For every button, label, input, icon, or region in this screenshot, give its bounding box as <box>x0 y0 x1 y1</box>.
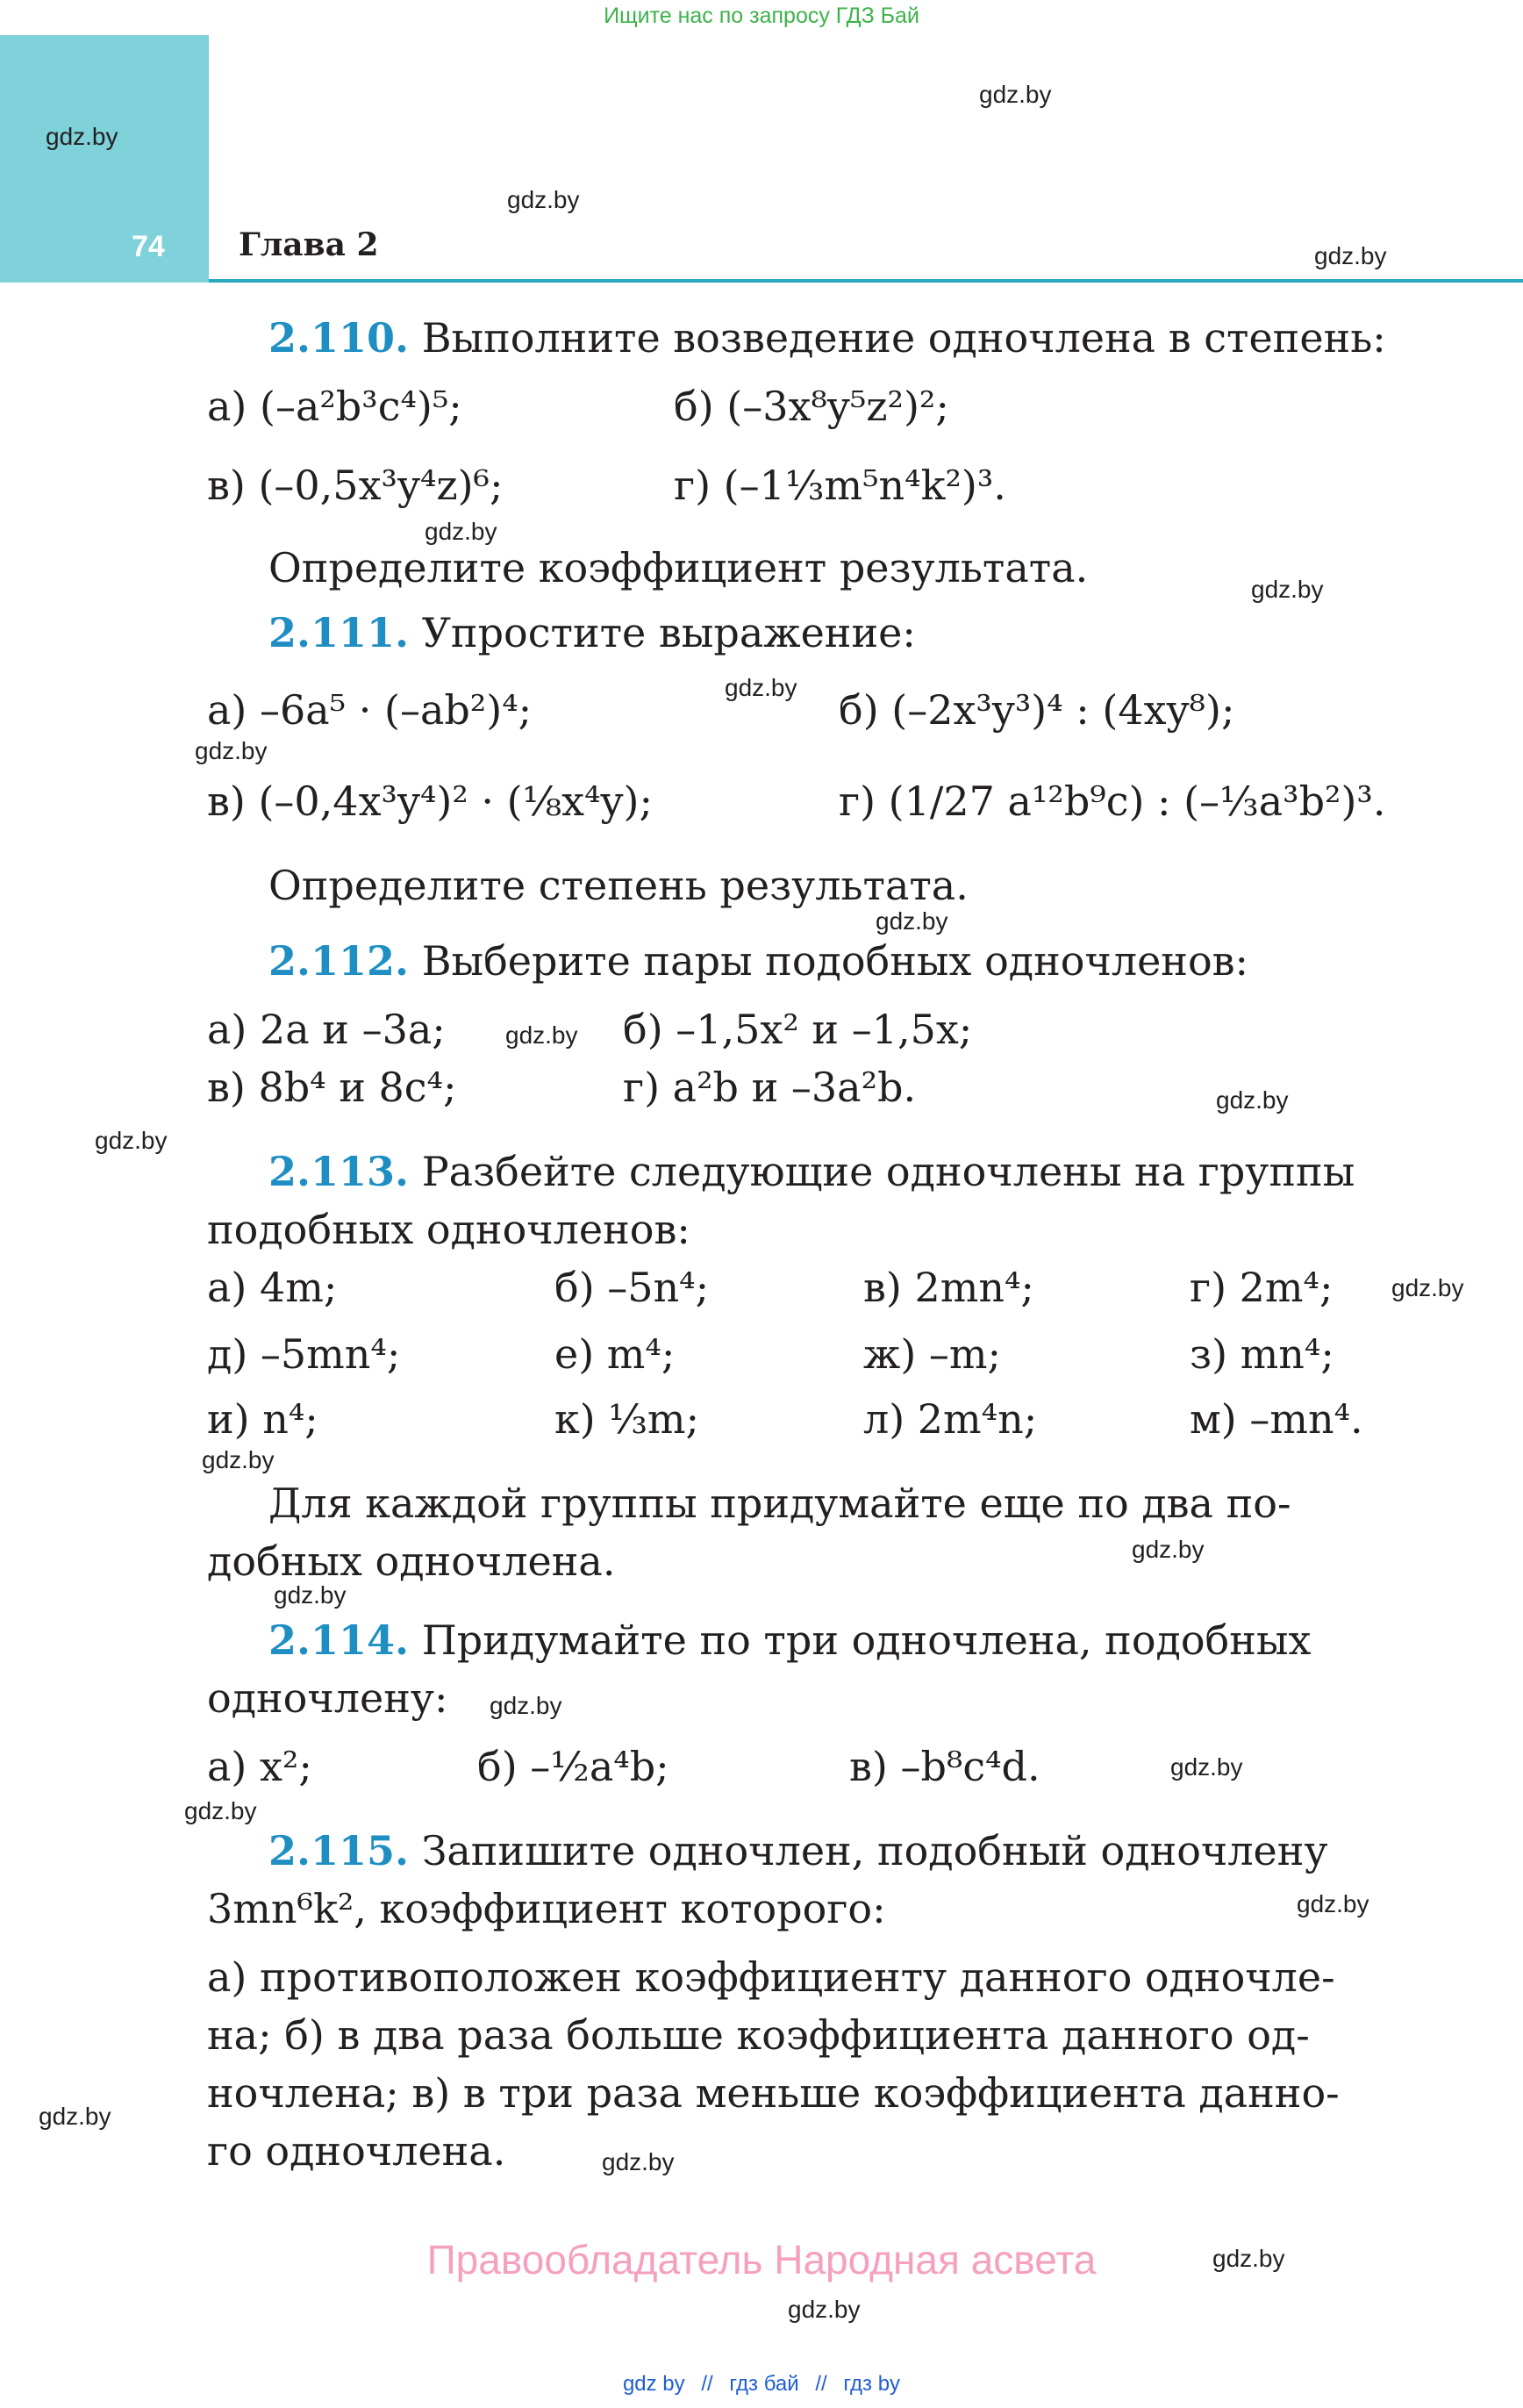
watermark: gdz.by <box>788 2296 861 2323</box>
problem-2-113-item: д) –5mn⁴; <box>207 1330 401 1378</box>
problem-2-113-heading <box>268 1148 1355 1195</box>
problem-2-110-item-b: б) (–3x⁸y⁵z²)²; <box>674 383 949 430</box>
problem-2-113-note: Для каждой группы придумайте еще по два по- <box>268 1480 1291 1527</box>
problem-2-113-item: ж) –m; <box>863 1330 1002 1378</box>
footer-separator: // <box>815 2372 827 2396</box>
problem-2-113-item: и) n⁴; <box>207 1395 318 1443</box>
watermark: gdz.by <box>1391 1274 1464 1301</box>
problem-2-113-item: б) –5n⁴; <box>554 1264 710 1311</box>
problem-2-114-title-cont: одночлену: <box>207 1674 448 1722</box>
problem-2-115-body: ночлена; в) в три раза меньше коэффициента данно- <box>207 2069 1340 2117</box>
watermark: gdz.by <box>1216 1086 1289 1114</box>
watermark: gdz.by <box>95 1127 168 1154</box>
problem-2-114-item-v: в) –b⁸c⁴d. <box>849 1743 1040 1790</box>
watermark: gdz.by <box>1297 1890 1369 1917</box>
problem-2-114-item-b: б) –½a⁴b; <box>477 1743 669 1790</box>
top-banner: Ищите нас по запросу ГДЗ Бай <box>604 4 919 28</box>
problem-2-113-item: г) 2m⁴; <box>1190 1264 1334 1311</box>
watermark: gdz.by <box>39 2103 111 2130</box>
problem-2-115-body: а) противоположен коэффициенту данного одночле- <box>207 1953 1335 2001</box>
problem-2-115-body: на; б) в два раза больше коэффициента данного од- <box>207 2011 1310 2059</box>
problem-2-113-item: в) 2mn⁴; <box>863 1264 1034 1311</box>
problem-title: Запишите одночлен, подобный одночлену <box>421 1827 1328 1874</box>
problem-2-110-item-v: в) (–0,5x³y⁴z)⁶; <box>207 462 504 509</box>
problem-2-113-note-cont: добных одночлена. <box>207 1537 616 1585</box>
watermark: gdz.by <box>602 2148 675 2175</box>
problem-title: Упростите выражение: <box>421 609 916 656</box>
problem-2-115-title-cont: 3mn⁶k², коэффициент которого: <box>207 1885 886 1932</box>
problem-2-110-item-a: а) (–a²b³c⁴)⁵; <box>207 383 462 430</box>
problem-2-111-note: Определите степень результата. <box>268 862 969 909</box>
problem-2-112-item-b: б) –1,5x² и –1,5x; <box>623 1006 973 1053</box>
problem-2-110-heading <box>268 314 1386 362</box>
problem-2-112-item-a: а) 2a и –3a; <box>207 1006 446 1053</box>
problem-2-111-item-g: г) (1/27 a¹²b⁹c) : (–⅓a³b²)³. <box>839 778 1386 825</box>
problem-number: 2.114. <box>268 1616 410 1664</box>
problem-2-113-title-cont: подобных одночленов: <box>207 1206 690 1253</box>
problem-2-115-heading <box>268 1827 1328 1874</box>
watermark: gdz.by <box>725 674 797 701</box>
problem-title: Выберите пары подобных одночленов: <box>421 937 1249 985</box>
watermark: gdz.by <box>1251 576 1324 603</box>
chapter-title: Глава 2 <box>239 226 379 263</box>
problem-2-115-body: го одночлена. <box>207 2127 506 2175</box>
footer-link[interactable]: гдз бай <box>729 2372 799 2396</box>
problem-2-111-item-a: а) –6a⁵ · (–ab²)⁴; <box>207 686 533 734</box>
problem-2-113-item: з) mn⁴; <box>1190 1330 1334 1378</box>
problem-2-113-item: е) m⁴; <box>554 1330 676 1378</box>
problem-number: 2.113. <box>268 1148 410 1195</box>
problem-2-113-item: л) 2m⁴n; <box>863 1395 1038 1443</box>
page-number: 74 <box>132 230 165 263</box>
watermark: gdz.by <box>202 1446 275 1473</box>
problem-2-112-item-v: в) 8b⁴ и 8c⁴; <box>207 1064 457 1111</box>
watermark: gdz.by <box>505 1021 578 1049</box>
problem-2-113-item: к) ⅓m; <box>554 1395 700 1443</box>
watermark: gdz.by <box>490 1692 562 1719</box>
watermark: gdz.by <box>1212 2245 1285 2272</box>
problem-title: Разбейте следующие одночлены на группы <box>421 1148 1355 1195</box>
problem-number: 2.112. <box>268 937 410 985</box>
copyright-notice: Правообладатель Народная асвета <box>426 2237 1097 2283</box>
watermark: gdz.by <box>979 81 1052 108</box>
watermark: gdz.by <box>1132 1536 1205 1563</box>
problem-number: 2.111. <box>268 609 410 656</box>
problem-2-114-heading <box>268 1616 1312 1664</box>
problem-number: 2.110. <box>268 314 410 362</box>
problem-2-110-item-g: г) (–1⅓m⁵n⁴k²)³. <box>674 462 1006 509</box>
watermark: gdz.by <box>425 518 497 545</box>
watermark: gdz.by <box>195 737 268 764</box>
footer-links <box>0 2372 1523 2397</box>
header-rule <box>209 279 1523 283</box>
watermark: gdz.by <box>876 907 948 935</box>
watermark: gdz.by <box>184 1797 257 1824</box>
problem-number: 2.115. <box>268 1827 410 1874</box>
problem-2-111-item-b: б) (–2x³y³)⁴ : (4xy⁸); <box>839 686 1235 734</box>
problem-2-112-item-g: г) a²b и –3a²b. <box>623 1064 917 1111</box>
problem-2-113-item: м) –mn⁴. <box>1190 1395 1363 1443</box>
watermark: gdz.by <box>274 1581 347 1609</box>
footer-separator: // <box>701 2372 713 2396</box>
footer-link[interactable]: gdz by <box>622 2372 685 2396</box>
problem-2-113-item: а) 4m; <box>207 1264 338 1311</box>
watermark: gdz.by <box>1314 242 1387 269</box>
problem-title: Придумайте по три одночлена, подобных <box>421 1616 1312 1664</box>
problem-2-112-heading <box>268 937 1249 985</box>
page-tab <box>0 35 209 283</box>
watermark: gdz.by <box>1170 1753 1243 1781</box>
problem-2-110-note: Определите коэффициент результата. <box>268 544 1089 591</box>
footer-link[interactable]: гдз by <box>843 2372 901 2396</box>
problem-2-111-item-v: в) (–0,4x³y⁴)² · (⅛x⁴y); <box>207 778 653 825</box>
watermark: gdz.by <box>507 186 580 213</box>
watermark: gdz.by <box>46 123 118 150</box>
problem-2-114-item-a: а) x²; <box>207 1743 312 1790</box>
problem-2-111-heading <box>268 609 916 656</box>
problem-title: Выполните возведение одночлена в степень: <box>421 314 1386 362</box>
